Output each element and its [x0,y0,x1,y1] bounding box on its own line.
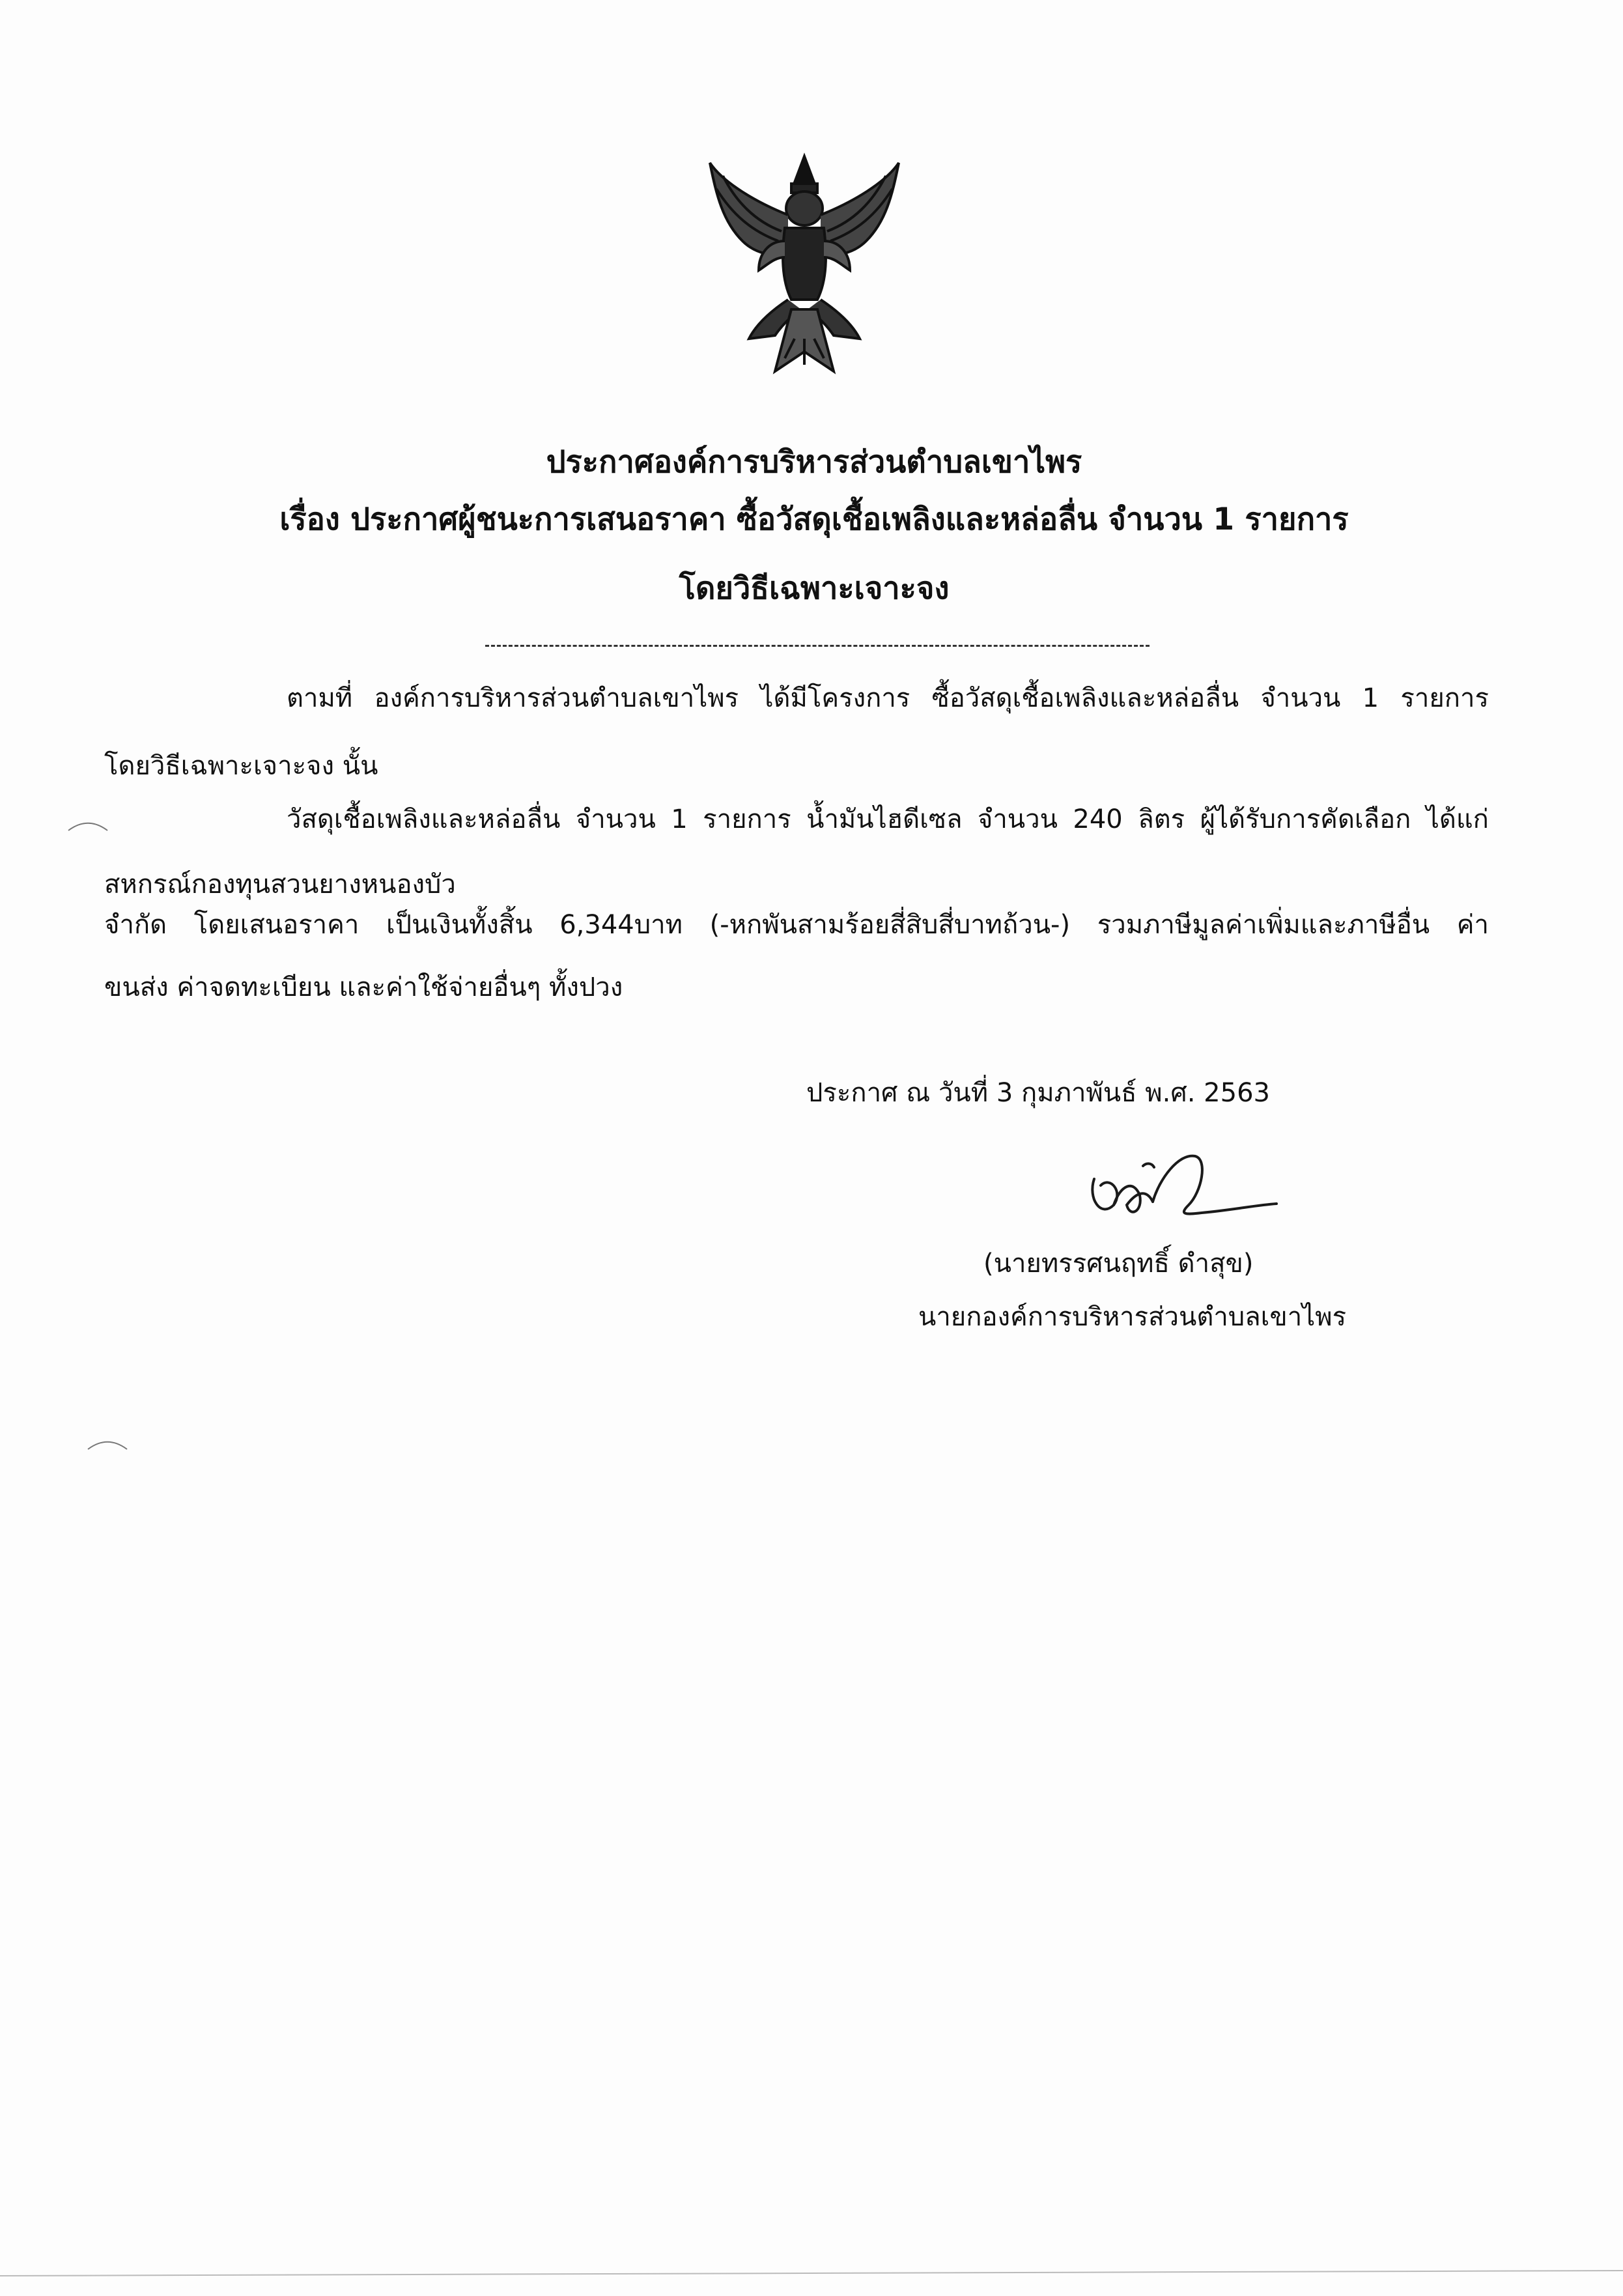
word: ผู้ได้รับการคัดเลือก [1200,804,1411,834]
paragraph-1 [287,681,1489,715]
paragraph-3-continued: ขนส่ง ค่าจดทะเบียน และค่าใช้จ่ายอื่นๆ ทั้งปวง [104,972,623,1002]
word: จำนวน [977,804,1058,834]
garuda-emblem-icon [697,143,912,391]
word: รายการ [1400,683,1489,713]
paragraph-1-continued: โดยวิธีเฉพาะเจาะจง นั้น [104,751,378,781]
announcement-method: โดยวิธีเฉพาะเจาะจง [679,571,950,606]
word: ลิตร [1138,804,1185,834]
paragraph-3 [104,908,1489,942]
scan-mark [85,1436,130,1456]
word: 1 [671,804,688,834]
word: จำนวน [575,804,656,834]
word: ค่า [1456,910,1489,940]
word: ตามที่ [287,683,353,713]
word: รายการ [703,804,791,834]
word: 6,344บาท [559,910,683,940]
signer-name: (นายทรรศนฤทธิ์ ดำสุข) [983,1249,1254,1279]
announcement-title: ประกาศองค์การบริหารส่วนตำบลเขาไพร [546,444,1082,480]
winner-name: สหกรณ์กองทุนสวนยางหนองบัว [104,870,456,900]
word: น้ำมันไฮดีเซล [806,804,963,834]
word: 1 [1362,683,1379,713]
announcement-date: ประกาศ ณ วันที่ 3 กุมภาพันธ์ พ.ศ. 2563 [806,1078,1270,1108]
word: (-หกพันสามร้อยสี่สิบสี่บาทถ้วน-) [709,910,1071,940]
handwritten-signature-icon [1081,1140,1290,1238]
announcement-subject: เรื่อง ประกาศผู้ชนะการเสนอราคา ซื้อวัสดุเชื้อเพลิงและหล่อลื่น จำนวน 1 รายการ [279,502,1349,537]
paragraph-2 [287,802,1489,836]
word: จำกัด [104,910,167,940]
word: ซื้อวัสดุเชื้อเพลิงและหล่อลื่น [931,683,1239,713]
word: จำนวน [1260,683,1341,713]
word: รวมภาษีมูลค่าเพิ่มและภาษีอื่น [1097,910,1430,940]
signer-position: นายกองค์การบริหารส่วนตำบลเขาไพร [918,1302,1347,1332]
divider [485,645,1150,647]
word: โดยเสนอราคา [193,910,360,940]
word: 240 [1073,804,1123,834]
word: ได้แก่ [1426,804,1489,834]
word: วัสดุเชื้อเพลิงและหล่อลื่น [287,804,561,834]
scan-mark [65,817,111,837]
word: ได้มีโครงการ [760,683,910,713]
word: องค์การบริหารส่วนตำบลเขาไพร [374,683,739,713]
scan-edge-line [0,2267,1623,2280]
word: เป็นเงินทั้งสิ้น [386,910,533,940]
